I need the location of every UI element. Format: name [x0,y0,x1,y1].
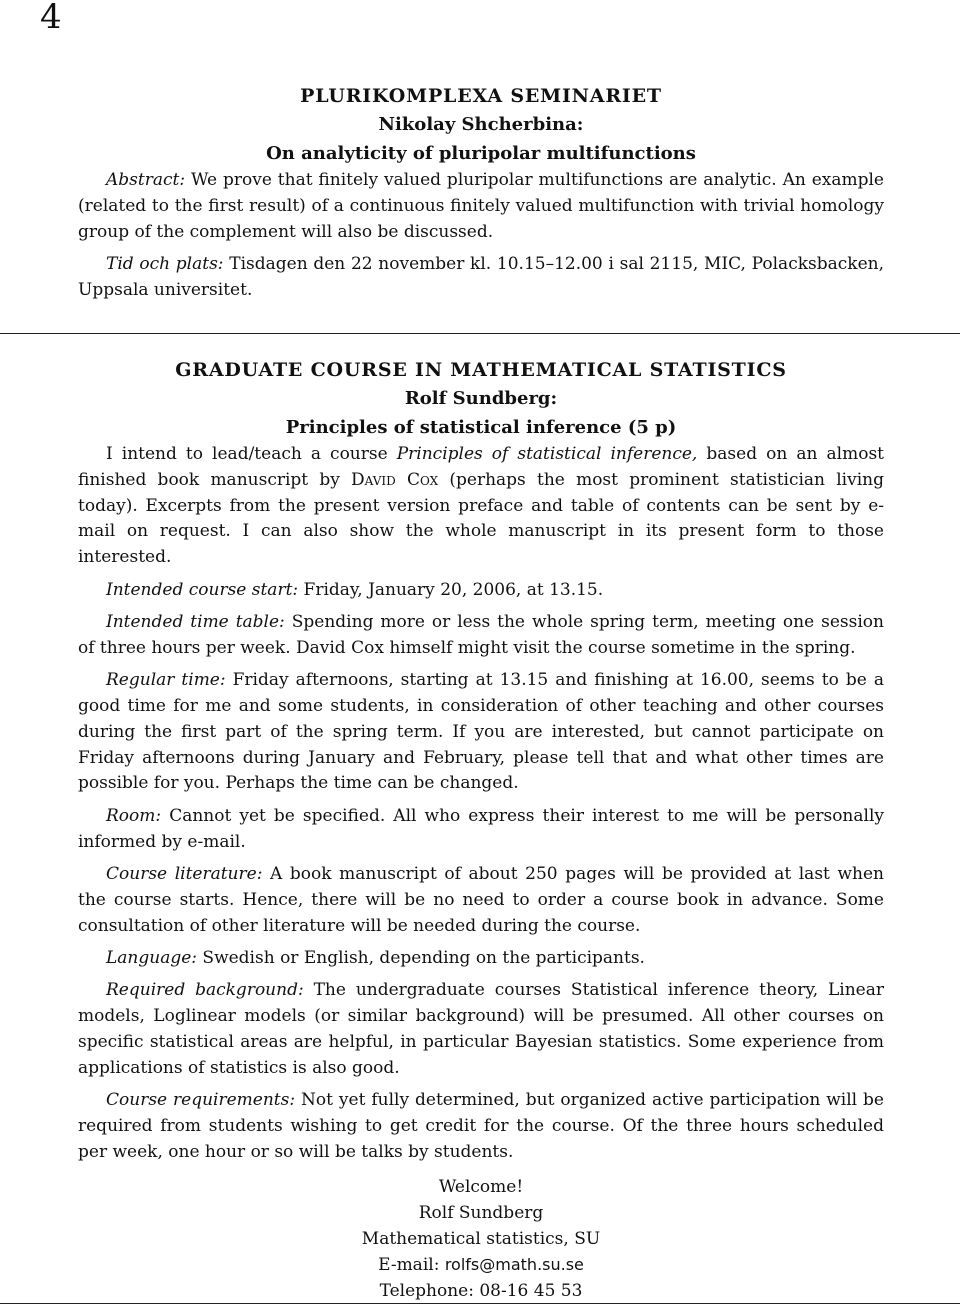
course-title: Principles of statistical inference (5 p) [285,417,677,438]
course-room: Room: Cannot yet be specified. All who express their interest to me will be personally informed by e-mail. [78,805,884,852]
course-teacher: Rolf Sundberg: [404,388,558,409]
when-text: Tisdagen den 22 november kl. 10.15–12.00 i sal 2115, MIC, Polacksbacken, Uppsala universitet. [78,253,884,300]
abstract-label: Abstract: [106,170,186,190]
course-timetable: Intended time table: Spending more or less the whole spring term, meeting one session of three hours per week. David Cox himself might visit the course sometime in the spring. [78,611,884,658]
seminar-speaker: Nikolay Shcherbina: [378,114,584,135]
course-start: Intended course start: Friday, January 20, 2006, at 13.15. [106,579,604,600]
signature-block [78,1175,884,1304]
seminar-title: PLURIKOMPLEXA SEMINARIET [300,85,662,107]
course-name-italic: Principles of statistical inference, [396,444,698,464]
seminar-when [78,252,884,304]
page-number: 4 [40,0,62,37]
signature-email-line: E-mail: rolfs@math.su.se [378,1255,584,1276]
signature-phone: Telephone: 08-16 45 53 [379,1280,583,1301]
when-label: Tid och plats: [106,253,224,274]
course-background: Required background: The undergraduate courses Statistical inference theory, Linear models, Loglinear models (or similar background) will be presumed. All other courses on specific statistical areas are helpful, in particular Bayesian statistics. Some experience from applications of statistics is also good. [78,980,884,1078]
signature-name: Rolf Sundberg [418,1203,544,1224]
author-name: David Cox [351,469,439,490]
email-link[interactable]: rolfs@math.su.se [444,1255,584,1275]
abstract-text: We prove that finitely valued pluripolar multifunctions are analytic. An example (related to the first result) of a continuous finitely valued multifunction with trivial homology group of the complement will also be discussed. [78,170,884,242]
course-section-title: GRADUATE COURSE IN MATHEMATICAL STATISTICS [175,359,787,381]
course-regular-time: Regular time: Friday afternoons, starting at 13.15 and finishing at 16.00, seems to be a good time for me and some students, in consideration of other teaching and other courses during the first part of the spring term. If you are interested, but cannot participate on Friday afternoons during January and February, please tell that and what other times are possible for you. Perhaps the time can be changed. [78,670,884,794]
signature-dept: Mathematical statistics, SU [361,1228,601,1249]
seminar-talk-title: On analyticity of pluripolar multifunctions [266,143,696,164]
course-language: Language: Swedish or English, depending on the participants. [106,947,645,968]
course-requirements: Course requirements: Not yet fully determined, but organized active participation will be required from students wishing to get credit for the course. Of the three hours scheduled per week, one hour or so will be talks by students. [78,1090,884,1162]
seminar-section [78,82,884,304]
course-intro: I intend to lead/teach a course Principles of statistical inference, based on an almost finished book manuscript by David Cox (perhaps the most prominent statistician living today). Excerpts from the present version preface and table of contents can be sent by e-mail on request. I can also show the whole manuscript in its present form to those interested. [78,444,884,568]
course-literature: Course literature: A book manuscript of about 250 pages will be provided at last when the course starts. Hence, there will be no need to order a course book in advance. Some consultation of other literature will be needed during the course. [78,863,884,936]
course-section [78,356,884,1304]
seminar-abstract [78,168,884,245]
divider-bottom [0,1303,960,1304]
divider-top [0,333,960,334]
welcome-text: Welcome! [438,1177,524,1198]
